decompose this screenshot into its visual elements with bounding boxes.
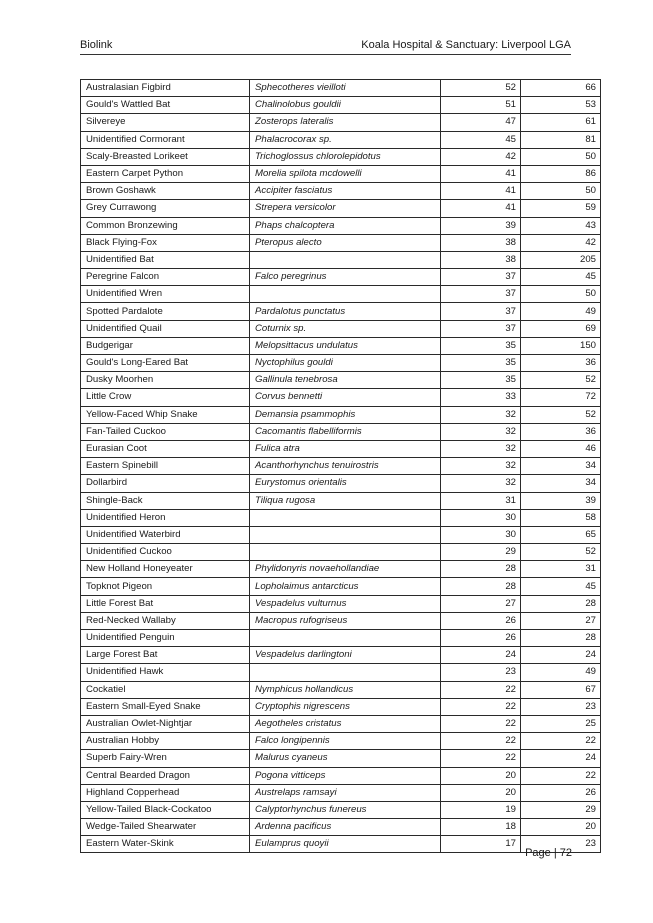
- scientific-name-cell: Calyptorhynchus funereus: [250, 801, 441, 818]
- count-b-cell: 72: [521, 389, 601, 406]
- table-row: [81, 715, 601, 732]
- scientific-name-cell: Lopholaimus antarcticus: [250, 578, 441, 595]
- count-b-cell: 31: [521, 561, 601, 578]
- table-row: [81, 733, 601, 750]
- count-a-cell: 35: [441, 355, 521, 372]
- common-name-cell: Superb Fairy-Wren: [81, 750, 250, 767]
- scientific-name-cell: Vespadelus vulturnus: [250, 595, 441, 612]
- count-b-cell: 61: [521, 114, 601, 131]
- scientific-name-cell: Trichoglossus chlorolepidotus: [250, 148, 441, 165]
- count-b-cell: 36: [521, 423, 601, 440]
- scientific-name-cell: Cacomantis flabelliformis: [250, 423, 441, 440]
- count-a-cell: 38: [441, 251, 521, 268]
- header-right-title: Koala Hospital & Sanctuary: Liverpool LGA: [361, 39, 571, 51]
- common-name-cell: Gould's Long-Eared Bat: [81, 355, 250, 372]
- count-b-cell: 46: [521, 440, 601, 457]
- common-name-cell: Unidentified Penguin: [81, 630, 250, 647]
- table-row: [81, 526, 601, 543]
- count-b-cell: 59: [521, 200, 601, 217]
- table-row: [81, 458, 601, 475]
- table-row: [81, 801, 601, 818]
- common-name-cell: Common Bronzewing: [81, 217, 250, 234]
- table-row: [81, 200, 601, 217]
- count-a-cell: 22: [441, 733, 521, 750]
- count-a-cell: 22: [441, 750, 521, 767]
- table-row: [81, 114, 601, 131]
- scientific-name-cell: Phalacrocorax sp.: [250, 131, 441, 148]
- common-name-cell: Gould's Wattled Bat: [81, 97, 250, 114]
- common-name-cell: Eastern Spinebill: [81, 458, 250, 475]
- table-row: [81, 406, 601, 423]
- common-name-cell: Unidentified Hawk: [81, 664, 250, 681]
- count-a-cell: 32: [441, 475, 521, 492]
- count-a-cell: 35: [441, 337, 521, 354]
- count-b-cell: 24: [521, 647, 601, 664]
- count-a-cell: 26: [441, 612, 521, 629]
- count-b-cell: 49: [521, 303, 601, 320]
- scientific-name-cell: [250, 251, 441, 268]
- count-b-cell: 58: [521, 509, 601, 526]
- common-name-cell: Scaly-Breasted Lorikeet: [81, 148, 250, 165]
- count-b-cell: 29: [521, 801, 601, 818]
- scientific-name-cell: [250, 526, 441, 543]
- count-b-cell: 52: [521, 372, 601, 389]
- count-b-cell: 27: [521, 612, 601, 629]
- count-b-cell: 23: [521, 698, 601, 715]
- count-b-cell: 205: [521, 251, 601, 268]
- table-row: [81, 492, 601, 509]
- count-b-cell: 52: [521, 406, 601, 423]
- scientific-name-cell: [250, 630, 441, 647]
- common-name-cell: Silvereye: [81, 114, 250, 131]
- scientific-name-cell: Eurystomus orientalis: [250, 475, 441, 492]
- table-row: [81, 647, 601, 664]
- table-row: [81, 750, 601, 767]
- common-name-cell: Australasian Figbird: [81, 80, 250, 97]
- scientific-name-cell: Eulamprus quoyii: [250, 836, 441, 853]
- table-row: [81, 612, 601, 629]
- table-row: [81, 217, 601, 234]
- count-b-cell: 34: [521, 458, 601, 475]
- common-name-cell: Yellow-Faced Whip Snake: [81, 406, 250, 423]
- page-number: Page | 72: [525, 847, 572, 859]
- scientific-name-cell: Accipiter fasciatus: [250, 183, 441, 200]
- count-b-cell: 52: [521, 544, 601, 561]
- count-b-cell: 24: [521, 750, 601, 767]
- count-a-cell: 45: [441, 131, 521, 148]
- count-a-cell: 41: [441, 183, 521, 200]
- table-row: [81, 509, 601, 526]
- table-row: [81, 320, 601, 337]
- common-name-cell: Australian Hobby: [81, 733, 250, 750]
- species-records-table: [80, 79, 601, 853]
- common-name-cell: Eastern Small-Eyed Snake: [81, 698, 250, 715]
- count-a-cell: 20: [441, 767, 521, 784]
- scientific-name-cell: Tiliqua rugosa: [250, 492, 441, 509]
- count-b-cell: 39: [521, 492, 601, 509]
- scientific-name-cell: Macropus rufogriseus: [250, 612, 441, 629]
- table-row: [81, 355, 601, 372]
- count-b-cell: 50: [521, 183, 601, 200]
- common-name-cell: Highland Copperhead: [81, 784, 250, 801]
- count-a-cell: 37: [441, 269, 521, 286]
- scientific-name-cell: Chalinolobus gouldii: [250, 97, 441, 114]
- common-name-cell: Unidentified Cormorant: [81, 131, 250, 148]
- count-a-cell: 33: [441, 389, 521, 406]
- table-row: [81, 80, 601, 97]
- table-row: [81, 578, 601, 595]
- table-row: [81, 372, 601, 389]
- scientific-name-cell: Nyctophilus gouldi: [250, 355, 441, 372]
- count-b-cell: 22: [521, 733, 601, 750]
- scientific-name-cell: Malurus cyaneus: [250, 750, 441, 767]
- common-name-cell: Little Crow: [81, 389, 250, 406]
- scientific-name-cell: Gallinula tenebrosa: [250, 372, 441, 389]
- table-row: [81, 836, 601, 853]
- table-row: [81, 440, 601, 457]
- common-name-cell: New Holland Honeyeater: [81, 561, 250, 578]
- count-a-cell: 28: [441, 561, 521, 578]
- scientific-name-cell: Cryptophis nigrescens: [250, 698, 441, 715]
- common-name-cell: Wedge-Tailed Shearwater: [81, 819, 250, 836]
- table-row: [81, 165, 601, 182]
- common-name-cell: Grey Currawong: [81, 200, 250, 217]
- count-a-cell: 26: [441, 630, 521, 647]
- count-a-cell: 41: [441, 200, 521, 217]
- count-b-cell: 45: [521, 578, 601, 595]
- common-name-cell: Brown Goshawk: [81, 183, 250, 200]
- scientific-name-cell: Aegotheles cristatus: [250, 715, 441, 732]
- count-a-cell: 37: [441, 303, 521, 320]
- count-b-cell: 66: [521, 80, 601, 97]
- count-a-cell: 39: [441, 217, 521, 234]
- common-name-cell: Unidentified Cuckoo: [81, 544, 250, 561]
- scientific-name-cell: [250, 286, 441, 303]
- table-row: [81, 234, 601, 251]
- count-a-cell: 37: [441, 320, 521, 337]
- table-row: [81, 819, 601, 836]
- count-b-cell: 86: [521, 165, 601, 182]
- count-b-cell: 53: [521, 97, 601, 114]
- count-b-cell: 42: [521, 234, 601, 251]
- table-row: [81, 561, 601, 578]
- table-body: [81, 80, 601, 853]
- count-b-cell: 69: [521, 320, 601, 337]
- count-a-cell: 42: [441, 148, 521, 165]
- scientific-name-cell: Nymphicus hollandicus: [250, 681, 441, 698]
- scientific-name-cell: [250, 664, 441, 681]
- common-name-cell: Unidentified Bat: [81, 251, 250, 268]
- common-name-cell: Dollarbird: [81, 475, 250, 492]
- count-b-cell: 36: [521, 355, 601, 372]
- count-a-cell: 28: [441, 578, 521, 595]
- count-a-cell: 41: [441, 165, 521, 182]
- count-a-cell: 32: [441, 423, 521, 440]
- table-row: [81, 148, 601, 165]
- common-name-cell: Red-Necked Wallaby: [81, 612, 250, 629]
- count-b-cell: 28: [521, 595, 601, 612]
- common-name-cell: Topknot Pigeon: [81, 578, 250, 595]
- count-a-cell: 32: [441, 440, 521, 457]
- table-row: [81, 681, 601, 698]
- count-b-cell: 50: [521, 148, 601, 165]
- common-name-cell: Little Forest Bat: [81, 595, 250, 612]
- scientific-name-cell: Coturnix sp.: [250, 320, 441, 337]
- table-row: [81, 784, 601, 801]
- count-a-cell: 52: [441, 80, 521, 97]
- count-a-cell: 47: [441, 114, 521, 131]
- common-name-cell: Budgerigar: [81, 337, 250, 354]
- table-row: [81, 131, 601, 148]
- scientific-name-cell: Morelia spilota mcdowelli: [250, 165, 441, 182]
- count-b-cell: 20: [521, 819, 601, 836]
- table-row: [81, 303, 601, 320]
- table-row: [81, 251, 601, 268]
- common-name-cell: Dusky Moorhen: [81, 372, 250, 389]
- table-row: [81, 630, 601, 647]
- count-a-cell: 30: [441, 509, 521, 526]
- count-a-cell: 22: [441, 715, 521, 732]
- count-b-cell: 67: [521, 681, 601, 698]
- count-a-cell: 19: [441, 801, 521, 818]
- common-name-cell: Unidentified Wren: [81, 286, 250, 303]
- count-a-cell: 31: [441, 492, 521, 509]
- count-a-cell: 27: [441, 595, 521, 612]
- common-name-cell: Unidentified Quail: [81, 320, 250, 337]
- scientific-name-cell: Vespadelus darlingtoni: [250, 647, 441, 664]
- count-b-cell: 45: [521, 269, 601, 286]
- scientific-name-cell: [250, 509, 441, 526]
- table-row: [81, 767, 601, 784]
- scientific-name-cell: Strepera versicolor: [250, 200, 441, 217]
- count-a-cell: 29: [441, 544, 521, 561]
- table-row: [81, 97, 601, 114]
- table-row: [81, 475, 601, 492]
- common-name-cell: Unidentified Waterbird: [81, 526, 250, 543]
- common-name-cell: Black Flying-Fox: [81, 234, 250, 251]
- common-name-cell: Yellow-Tailed Black-Cockatoo: [81, 801, 250, 818]
- scientific-name-cell: Pteropus alecto: [250, 234, 441, 251]
- scientific-name-cell: Acanthorhynchus tenuirostris: [250, 458, 441, 475]
- common-name-cell: Australian Owlet-Nightjar: [81, 715, 250, 732]
- count-a-cell: 22: [441, 681, 521, 698]
- table-row: [81, 389, 601, 406]
- table-row: [81, 544, 601, 561]
- count-b-cell: 22: [521, 767, 601, 784]
- table-row: [81, 337, 601, 354]
- count-b-cell: 23: [521, 836, 601, 853]
- count-a-cell: 32: [441, 406, 521, 423]
- scientific-name-cell: [250, 544, 441, 561]
- count-b-cell: 26: [521, 784, 601, 801]
- scientific-name-cell: Austrelaps ramsayi: [250, 784, 441, 801]
- header-left-title: Biolink: [80, 39, 113, 51]
- table-row: [81, 664, 601, 681]
- count-a-cell: 24: [441, 647, 521, 664]
- count-a-cell: 32: [441, 458, 521, 475]
- table-row: [81, 286, 601, 303]
- common-name-cell: Peregrine Falcon: [81, 269, 250, 286]
- common-name-cell: Fan-Tailed Cuckoo: [81, 423, 250, 440]
- count-b-cell: 50: [521, 286, 601, 303]
- scientific-name-cell: Pogona vitticeps: [250, 767, 441, 784]
- count-a-cell: 51: [441, 97, 521, 114]
- count-a-cell: 30: [441, 526, 521, 543]
- count-b-cell: 43: [521, 217, 601, 234]
- count-a-cell: 35: [441, 372, 521, 389]
- table-row: [81, 269, 601, 286]
- common-name-cell: Spotted Pardalote: [81, 303, 250, 320]
- scientific-name-cell: Falco longipennis: [250, 733, 441, 750]
- scientific-name-cell: Pardalotus punctatus: [250, 303, 441, 320]
- scientific-name-cell: Ardenna pacificus: [250, 819, 441, 836]
- count-b-cell: 65: [521, 526, 601, 543]
- count-a-cell: 22: [441, 698, 521, 715]
- count-b-cell: 34: [521, 475, 601, 492]
- scientific-name-cell: Corvus bennetti: [250, 389, 441, 406]
- common-name-cell: Eastern Water-Skink: [81, 836, 250, 853]
- scientific-name-cell: Zosterops lateralis: [250, 114, 441, 131]
- count-b-cell: 81: [521, 131, 601, 148]
- count-a-cell: 18: [441, 819, 521, 836]
- scientific-name-cell: Fulica atra: [250, 440, 441, 457]
- table-row: [81, 183, 601, 200]
- count-a-cell: 38: [441, 234, 521, 251]
- scientific-name-cell: Sphecotheres vieilloti: [250, 80, 441, 97]
- page-header: [80, 38, 571, 55]
- count-a-cell: 23: [441, 664, 521, 681]
- common-name-cell: Shingle-Back: [81, 492, 250, 509]
- count-b-cell: 150: [521, 337, 601, 354]
- count-b-cell: 28: [521, 630, 601, 647]
- common-name-cell: Eastern Carpet Python: [81, 165, 250, 182]
- scientific-name-cell: Melopsittacus undulatus: [250, 337, 441, 354]
- common-name-cell: Eurasian Coot: [81, 440, 250, 457]
- common-name-cell: Central Bearded Dragon: [81, 767, 250, 784]
- count-b-cell: 25: [521, 715, 601, 732]
- scientific-name-cell: Falco peregrinus: [250, 269, 441, 286]
- count-a-cell: 20: [441, 784, 521, 801]
- scientific-name-cell: Phylidonyris novaehollandiae: [250, 561, 441, 578]
- common-name-cell: Unidentified Heron: [81, 509, 250, 526]
- table-row: [81, 595, 601, 612]
- scientific-name-cell: Demansia psammophis: [250, 406, 441, 423]
- common-name-cell: Cockatiel: [81, 681, 250, 698]
- common-name-cell: Large Forest Bat: [81, 647, 250, 664]
- table-row: [81, 423, 601, 440]
- scientific-name-cell: Phaps chalcoptera: [250, 217, 441, 234]
- count-a-cell: 37: [441, 286, 521, 303]
- table-row: [81, 698, 601, 715]
- count-a-cell: 17: [441, 836, 521, 853]
- count-b-cell: 49: [521, 664, 601, 681]
